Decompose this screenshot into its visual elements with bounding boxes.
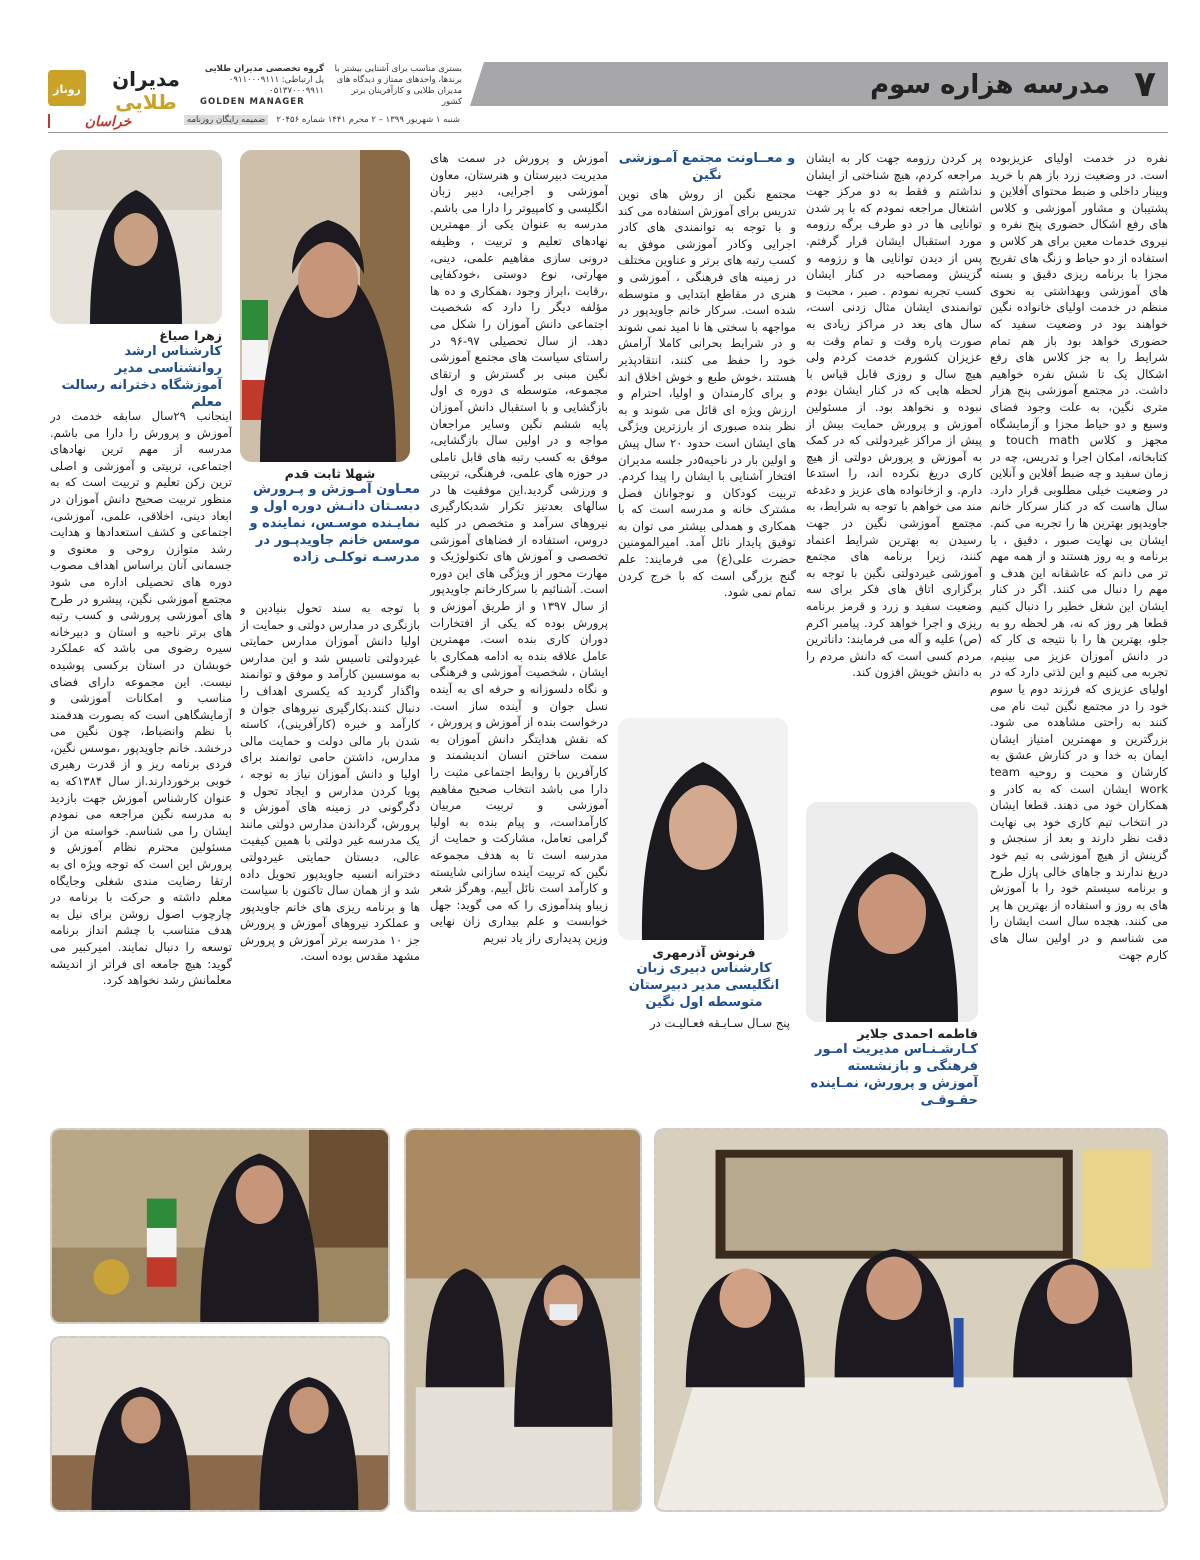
column-6-text: اینجانب ۲۹سال سابقه خدمت در آموزش و پرورش را دارا می باشم. مدرسه از مهم ترین نهادهای اجتماعی، تربیتی و آموزشی و اصلی ترین رکن تعلیم و تربیت است که به منظور تربیت صحیح دانش آموزان در ابعاد دینی، اخلاقی، علمی، آموزشی، اجتماعی و کشف استعدادها و هدایت رشد متوازن روحی و معنوی و جسمانی آنان براساس اهداف مصوب دوره های تحصیلی اداره می شود مجتمع آموزشی نگین، پیشرو در طرح های آموزشی پرورشی و کسب رتبه های برتر ناحیه و استان و دبیرخانه سیره رضوی می باشد که عملکرد خوبشان در استان برکسی پوشیده نیست. این مجموعه دارای فضای مناسب و امکانات آموزشی و آزمایشگاهی است که بصورت هدفمند با نظم وانضباط، چون نگین می درخشد. خانم جاویدپور ،موسس نگین، فردی برنامه ریز و از قدرت رهبری خوبی برخوردارند.از سال ۱۳۸۴که به عنوان کارشناس آموزش جهت بازدید به مدرسه نگین مراجعه می نمودم ایشان را می شناسم. خواسته من از مسئولین محترم نظام آموزش و پرورش این است که توجه ویژه ای به ارتقا رضایت مندی شغلی وجایگاه معلم داشته و حرکت با برنامه در چارچوب اصول روشن برای نیل به هدف متناسب با چشم انداز برنامه توسعه را دنبال نمایند. امیرکبیر می گوید: هیچ جامعه ای فراتر از اندیشه معلمانش رشد نخواهد کرد. xyxy=(50,409,232,988)
dateline-date: شنبه ۱ شهریور ۱۳۹۹ – ۲ محرم ۱۴۴۱ شماره ۲۰۴۵۶ xyxy=(276,115,460,125)
column-3-text: مجتمع نگین از روش های نوین تدریس برای آموزش استفاده می کند و با توجه به توانمندی های کادر اجرایی وکادر آموزشی موفق به کسب رتبه های برتر و عناوین مختلف در زمینه های فرهنگی ، آموزشی و هنری در مقاطع ابتدایی و متوسطه شده است. سرکار خانم جاویدپور در مواجهه با سختی ها نا امید نمی شوند و در شرایط بحرانی کاملا آرامش خود را حفظ می کنند، انتقادپذیر هستند ،خوش طبع و خوش اخلاق اند و برای کارمندان و اولیا، احترام و ارزش ویژه ای قائل می شوند و به نظر بنده صبوری از بارزترین ویژگی های ایشان است حدود ۲۰ سال پیش و اولین بار در ناحیه۵در جلسه مدیران افتخار آشنایی با ایشان را پیدا کردم. تربیت کودکان و نوجوانان فصل مشترک خانه و مدرسه است که با همکاری و همدلی بیشتر می توان به توفیق پایدار نائل آمد. امیرالمومنین حضرت علی(ع) می فرمایند: علم گنج بزرگی است که با خرج کردن تمام نمی شود. xyxy=(618,187,796,600)
person-name: فرنوش آذرمهری xyxy=(652,945,756,960)
person-name: فاطمه احمدی جلایر xyxy=(857,1026,978,1041)
article-column-2 xyxy=(806,150,982,788)
dateline xyxy=(180,115,460,129)
person-role: کارشناس دبیری زبان انگلیسی مدیر دبیرستان متوسطه اول نگین xyxy=(628,961,780,1010)
column-1-text: نفره در خدمت اولیای عزیزبوده است. در وضعیت زرد باز هم با خرید وبینار داخلی و ضبط محتوای آفلاین و پشتیبان و مشاور آموزشی و کلاس های رفع اشکال حضوری پنج نفره و نیروی خدمات معین برای هر کلاس و استفاده از دو حیاط و زنگ های تفریح مجزا با برنامه ریزی دقیق و بسته های آموزشی وبهداشتی به نحوی منظم در خدمت اولیای خانواده نگین خواهند بود در وضعیت سفید که حضوری خواهد بود باز هم تمام شرایط را به جز کلاس های رفع اشکال یک تا شش نفره خواهیم داشت. در مجتمع آموزشی پنج هزار متری نگین، به علت وجود فضای وسیع و دو حیاط مجزا و آزمایشگاه مجهز و کلاس touch math و کتابخانه، امکان اجرا و تدریس، چه در زمان سفید و چه ضبط آفلاین و آنلاین در وضعیت خیلی مطلوبی قرار دارد. سال هاست که در کنار سرکار خانم جاویدپور بهترین ها را تجربه می کنم. ایشان بی نهایت صبور ، دقیق ، با برنامه و به روز هستند و از همه مهم تر می دانم که عاشقانه این هدف و مهم را دنبال می کنند. اگر در کنار ایشان این شغل خطیر را دنبال کنیم قطعا هر روز که نه، هر لحظه رو به جلو، بهترین ها را با نتیجه ی کار که در دانش آموزان عزیز می بینیم، تجربه می کنیم و این لذتی دارد که در اولیای عزیزی که فرزند دوم یا سوم خود را در مجتمع نگین ثبت نام می کنند به راحتی مشاهده می شود. بزرگترین و مهمترین امتیاز ایشان ایمان به خدا و در کنارش عشق به کارشان و محبت و روحیه team work ایشان است که به کادر و همکاران خود می دهند. قطعا ایشان در انتخاب تیم کاری خود بی نهایت دقت نظر دارند و بعد از سنجش و گزینش از هیچ آموزشی به تیم خود دریغ ندارند و جاهای خالی پازل طرح و برنامه سیستم خود را با آموزش های به روز و استفاده از بهترین ها پر می کنند. هجده سال است ایشان را می شناسم و در اولین سال های کارم جهت xyxy=(990,151,1168,962)
person-role: معـاون آمـوزش و پـرورش دبسـتان دانـش دوره اول و نمایـنده موسـس، نماینده و موسس خانم جاویدپـور در مدرسـه توکلـی زاده xyxy=(249,482,420,565)
tagline-line-1: بستری مناسب برای آشنایی بیشتر با xyxy=(334,64,462,74)
article-column-5 xyxy=(240,600,420,1112)
contact-code: ۰۵۱۳۷۰۰۰۹۹۱۱ xyxy=(269,86,324,96)
caption-zahra-sabbagh xyxy=(50,328,222,411)
section-title: مدرسه هزاره سوم xyxy=(870,70,1110,100)
page-number: ۷ xyxy=(1134,64,1156,105)
column-3-continuation: پنج سـال سـابـقه فعـالیـت در xyxy=(649,1016,790,1030)
golden-manager-label: GOLDEN MANAGER xyxy=(200,97,305,107)
column-2-text: پر کردن رزومه جهت کار به ایشان مراجعه کردم، هیچ شناختی از ایشان نداشتم و فقط به دو مرکز جهت اشتغال مراجعه نمودم که با پر شدن توانایی ها در دو طرف برگه رزومه مورد استقبال ایشان قرار گرفتم. پس از دیدن توانایی ها و رزومه و گزینش ومصاحبه در کنار ایشان کسب تجربه نمودم . صبر ، محبت و توانمندی ایشان مثال زدنی است، سال های بعد در مراکز زیادی به صورت پاره وقت و تمام وقت به عزیزان کشورم خدمت کردم ولی هیچ سال و روزی قابل قیاس با لحظه هایی که در کنار ایشان بودم نبوده و نخواهد بود. از مسئولین آموزش و پرورش حمایت بیش از پیش از مراکز غیردولتی که در کمک به آموزش و پرورش دولتی از هیچ کاری دریغ نکرده اند، را استدعا دارم. و ازخانواده های عزیز و دغدغه مند می خواهم با توجه به شرایط، به مجتمع آموزشی نگین در جهت رسیدن به بهترین شرایط اعتماد کنند، زیرا برنامه های مجتمع آموزشی غیردولتی نگین با توجه به برگزاری اتاق های فکر برای سه وضعیت سفید و زرد و قرمز برنامه ریزی و اجرا خواهد کرد. پیامبر اکرم (ص) علیه و آله می فرمایند: داناترین مردم کسی است که دانش مردم را به دانش خویش افزون کند. xyxy=(806,151,982,680)
person-name: زهرا صباغ xyxy=(159,328,222,343)
iran-flag-icon xyxy=(147,1199,177,1287)
column-4-text: آموزش و پرورش در سمت های مدیریت دبیرستان و هنرستان، معاون آموزشی و اجرایی، دبیر زبان انگلیسی و کامپیوتر را دارا می باشم. مدرسه به عنوان یکی از مهمترین نهادهای تعلیم و تربیت ، وظیفه درونی سازی مفاهیم علمی، دینی، مهارتی، نوع دوستی ،خودکفایی ،رقابت ،ابراز وجود ،همکاری و ده ها مؤلفه دیگر را دارد که شخصیت اجتماعی دانش آموزان را شکل می دهد. از سال تحصیلی ۹۷-۹۶ در راستای سیاست های مجتمع آموزشی نگین مبنی بر گسترش و ارتقای مجموعه، متوسطه ی دوره ی اول بازگشایی و با استقبال دانش آموزان پایه ششم نگین وسایر مراجعان مواجه و در اولین سال بازگشایی، موفق به کسب رتبه های قابل تاملی در حوزه های علمی، فرهنگی، تربیتی و ورزشی گردید.این موفقیت ها در سالهای بعدنیز تکرار شدبکارگیری نیروهای سرآمد و متخصص در کلیه دروس، استفاده از فضاهای آموزشی تخصصی و آموزش های تکنولوژیک و مهارت محور از ویژگی های این دوره است. آشنائیم با سرکارخانم جاویدپور از سال ۱۳۹۷ و از طریق آموزش و پرورش بوده که یکی از افتخارات دوران کاری بنده است. مهمترین عامل علاقه بنده به ادامه همکاری با ایشان ، شخصیت آموزشی و فرهنگی و نگاه دلسوزانه و حرفه ای به آینده نسل جوان و آینده ساز است. درخواست بنده از آموزش و پرورش ، که نقش هدایتگر دانش آموزان به سمت ساختن انسان اندیشمند و کارآفرین با روابط اجتماعی مثبت را دارا می باشد انتخاب صحیح مفاهیم آموزشی و تربیت مربیان کارآمداست، و پیام بنده به اولیا گرامی تعامل، مشارکت و حمایت از مدرسه است تا به هدف مجموعه نگین که تربیت آینده سازانی شایسته و کارآمد است نائل آییم. وهرگز شعر زیباو پندآموزی را که می گوید: جهل خوابست و علم بیداری زان نهایی وزین پدیداری راز یاد نبریم xyxy=(430,151,608,945)
caption-shahla-sabet-ghadam xyxy=(240,466,420,566)
golden-managers-logo xyxy=(48,64,198,114)
logo-badge-text: روناز xyxy=(53,83,81,96)
group-name: گروه تخصصی مدیران طلایی xyxy=(204,64,324,74)
column-5-text: با توجه به سند تحول بنیادین و بازنگری در مدارس دولتی و حمایت از اولیا دانش آموزان مدارس حمایتی غیردولتی تاسیس شد و این مدارس به موسسین کارآمد و موفق و توانمند واگذار گردید که یکسری اهداف را دنبال کنند.بکارگیری نیروهای جوان و کارآمد و خبره (کارآفرینی)، کاسته شدن بار مالی دولت و حمایت مالی مدارس، داشتن حامی توانمند برای اولیا و دانش آموزان نیاز به توجه ، پویا کردن مدارس و ایجاد تحول و دگرگونی در زمینه های آموزش و پرورش، گرداندن مدارس دولتی مانند یک مدرسه غیر دولتی با همین کیفیت عالی، دبستان حمایتی غیردولتی دخترانه انسیه جاویدپور تحویل داده شد و از همان سال تاکنون با سیاست ها و برنامه ریزی های خانم جاویدپور و عملکرد نیروهای آموزش و پرورش جز ۱۰ مدرسه برتر آموزش و پرورش مشهد مقدس بوده است. xyxy=(240,601,420,964)
tagline-line-3: مدیران طلایی و کارآفرینان برتر کشور xyxy=(351,86,462,107)
gallery-photo-meeting-desk xyxy=(50,1336,390,1512)
article-column-4 xyxy=(430,150,608,1112)
khorasan-logo xyxy=(48,112,178,130)
tagline-line-2: برندها، واحدهای ممتاز و دیدگاه های xyxy=(336,75,462,85)
gallery-photo-group-table xyxy=(654,1128,1168,1512)
column-3-kicker: و معــاونت مجتمع آمـوزشی نگین xyxy=(618,151,796,183)
person-name: شهلا ثابت قدم xyxy=(284,466,376,481)
person-role: کـارشـنـاس مدیریت امـور فرهنگی و بازنشسته آموزش و پرورش، نمـاینده حقـوقـی xyxy=(810,1042,978,1108)
article-column-3 xyxy=(618,150,796,710)
masthead-rule xyxy=(48,132,1168,133)
gallery-photo-office-portrait xyxy=(50,1128,390,1324)
portrait-zahra-sabbagh xyxy=(50,150,222,324)
masthead-tagline xyxy=(200,64,462,112)
insert-label: ضمیمه رایگان روزنامه xyxy=(184,115,268,125)
face-mask-shape xyxy=(550,1304,578,1320)
caption-farnoush-azarmehri xyxy=(618,945,790,1031)
portrait-fatemeh-ahmadi-jalayer xyxy=(806,802,978,1022)
portrait-shahla-sabet-ghadam xyxy=(240,150,410,462)
caption-fatemeh-ahmadi-jalayer xyxy=(806,1026,978,1109)
logo-word-top: مدیران xyxy=(112,67,180,91)
logo-word-bottom: طلایی xyxy=(115,90,177,114)
portrait-farnoush-azarmehri xyxy=(618,718,788,940)
gallery-photo-masked-meeting xyxy=(404,1128,642,1512)
khorasan-text: خراسان xyxy=(84,114,132,130)
article-column-1 xyxy=(990,150,1168,1112)
contact-line: پل ارتباطی: ۰۹۱۱۰۰۰۹۱۱۱ xyxy=(228,75,324,85)
person-role: کارشناس ارشد روانشناسی مدیر آموزشگاه دخترانه رسالت معلم xyxy=(61,344,222,410)
article-column-6 xyxy=(50,408,232,1112)
